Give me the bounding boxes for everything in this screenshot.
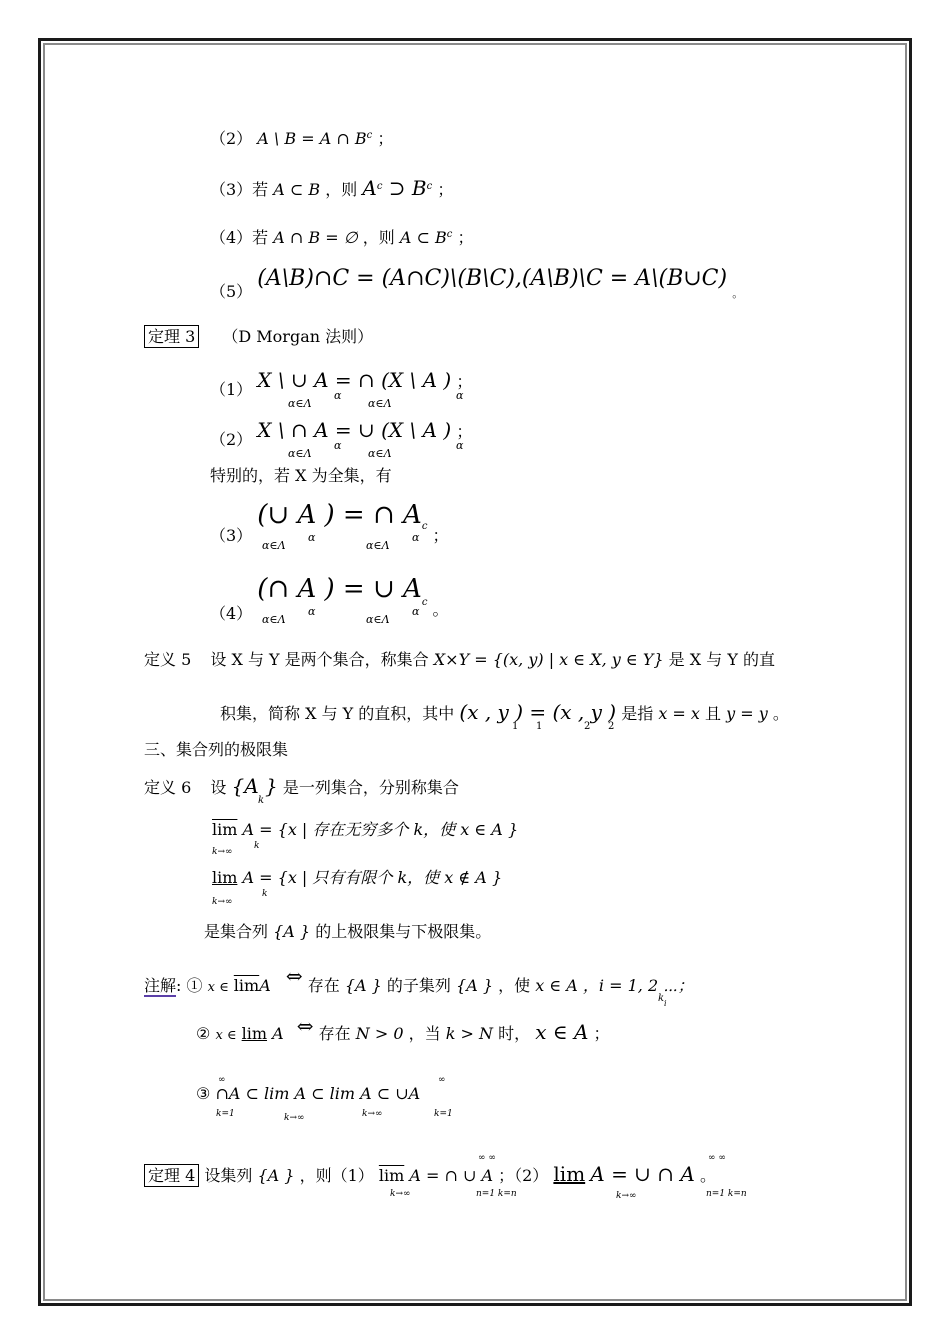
- property-2: [210, 131, 393, 147]
- property-2-sup: c: [366, 130, 373, 141]
- property-2-label: （2）: [210, 129, 253, 148]
- property-3: [210, 178, 453, 198]
- demorgan-1-sub-alpha: α: [334, 389, 342, 402]
- property-4-formula: A ⊂ B: [399, 228, 447, 247]
- demorgan-4-sub-b: α∈Λ: [366, 613, 390, 626]
- definition-5-line-2: [220, 702, 789, 722]
- note-2-cond-2: k > N: [445, 1024, 493, 1043]
- note-1-index: ，i = 1, 2 ⋯；: [582, 976, 694, 995]
- definition-6-text-2: 是一列集合，分别称集合: [282, 778, 459, 797]
- theorem-4-sep: ；（2）: [498, 1166, 549, 1185]
- upper-limit-sub: k→∞: [212, 847, 233, 857]
- note-3-sub-2: k→∞: [284, 1113, 305, 1123]
- demorgan-4-formula: (∩ A ) = ∪ A: [257, 574, 422, 604]
- theorem-4-f2-sub: k→∞: [616, 1191, 637, 1201]
- property-4-end: ；: [457, 228, 474, 247]
- demorgan-4-end: 。: [432, 600, 449, 619]
- note-3: [196, 1086, 420, 1102]
- definition-5-sub-2a: 2: [584, 721, 591, 732]
- theorem-4-f2-rest: A = ∪ ∩ A: [590, 1162, 695, 1186]
- demorgan-1-formula: X \ ∪ A = ∩ (X \ A ): [257, 368, 452, 392]
- theorem-4-f2-inf: ∞ ∞: [708, 1153, 726, 1163]
- note-1-lim: $\overline{lim}$: [233, 976, 260, 995]
- property-4: [210, 230, 474, 246]
- definition-6-line: [144, 776, 459, 796]
- property-5: [210, 266, 744, 301]
- note-3-mark: ③: [196, 1084, 211, 1103]
- definition-5-sub-1b: 1: [536, 721, 543, 732]
- property-3-sup-a: c: [376, 181, 383, 192]
- demorgan-3-formula: (∪ A ) = ∩ A: [257, 500, 422, 530]
- note-label: 注解: [144, 976, 177, 995]
- lower-limit-sub: k→∞: [212, 897, 233, 907]
- note-1-text-3: ，使: [498, 976, 531, 995]
- definition-5-mid: 是指: [621, 704, 654, 723]
- demorgan-4-sup: c: [421, 597, 428, 608]
- demorgan-2-label: （2）: [210, 430, 253, 449]
- note-3-inf-2: ∞: [438, 1075, 446, 1085]
- property-3-then: ，则: [325, 180, 358, 199]
- demorgan-2-formula: X \ ∩ A = ∪ (X \ A ): [257, 418, 452, 442]
- definition-6-label: 定义 6: [144, 778, 192, 797]
- definition-5-sub-2b: 2: [608, 721, 615, 732]
- note-1-mark: ①: [186, 976, 203, 995]
- definition-5-pair-formula: (x , y ) = (x , y ): [459, 700, 617, 724]
- demorgan-4-sub-alpha: α: [308, 605, 316, 618]
- definition-5-text-2: 积集，简称 X 与 Y 的直积，其中: [220, 704, 455, 723]
- note-1-subseq: {A }: [456, 976, 494, 995]
- note-2-cond-1: N > 0: [355, 1024, 404, 1043]
- property-4-then: ，则: [362, 228, 395, 247]
- note-2-mark: ②: [196, 1024, 211, 1043]
- demorgan-2-sub-b: α∈Λ: [368, 447, 392, 460]
- note-2-left: x ∈: [215, 1028, 237, 1043]
- note-colon: :: [176, 976, 182, 995]
- demorgan-3-sub-a: α∈Λ: [262, 539, 286, 552]
- definition-6-concl-seq: {A }: [273, 922, 311, 941]
- property-3-formula-a: A: [362, 176, 377, 200]
- note-1-text-2: 的子集列: [386, 976, 451, 995]
- definition-5-cond-2: y = y: [726, 704, 768, 723]
- lower-limit-formula: A = {x | 只有有限个 k，使 x ∉ A }: [242, 868, 503, 887]
- property-2-end: ；: [377, 129, 394, 148]
- upper-limit-set: [212, 822, 518, 838]
- note-2-equiv-arrow: ⇔: [296, 1014, 314, 1038]
- special-case-text: 特别的，若 X 为全集，有: [210, 466, 392, 485]
- property-3-formula-op: ⊃ B: [382, 176, 427, 200]
- demorgan-1-sub-b: α∈Λ: [368, 397, 392, 410]
- definition-5-tail: 是 X 与 Y 的直: [668, 650, 775, 669]
- demorgan-3-sub-b: α∈Λ: [366, 539, 390, 552]
- theorem-4-f1-sub-nk: n=1 k=n: [476, 1189, 517, 1199]
- demorgan-3-sub-alpha2: α: [412, 531, 420, 544]
- theorem-4: [144, 1164, 716, 1184]
- demorgan-1-sub-a: α∈Λ: [288, 397, 312, 410]
- demorgan-3: [210, 488, 449, 545]
- note-1-left: x ∈: [207, 980, 229, 995]
- definition-5-end: 。: [772, 704, 789, 723]
- definition-5-label: 定义 5: [144, 650, 192, 669]
- demorgan-4-sub-a: α∈Λ: [262, 613, 286, 626]
- property-2-formula: A \ B = A ∩ B: [257, 129, 367, 148]
- note-1-cond: x ∈ A: [535, 976, 578, 995]
- note-2: [196, 1014, 610, 1044]
- demorgan-3-sup: c: [421, 521, 428, 532]
- section-heading: 三、集合列的极限集: [144, 740, 289, 759]
- definition-6-seq: {A }: [231, 774, 278, 798]
- note-1-sub-i: i: [664, 999, 667, 1008]
- property-5-formula: (A\B)∩C = (A∩C)\(B\C),(A\B)\C = A\(B∪C): [257, 266, 728, 291]
- definition-6-concl-b: 的上极限集与下极限集。: [315, 922, 492, 941]
- demorgan-2-sub-a: α∈Λ: [288, 447, 312, 460]
- theorem-4-f1-rest: A = ∩ ∪ A: [409, 1166, 494, 1185]
- definition-5-text: 设 X 与 Y 是两个集合，称集合: [210, 650, 429, 669]
- demorgan-1: [210, 368, 473, 399]
- note-2-text: 存在: [318, 1024, 351, 1043]
- demorgan-1-label: （1）: [210, 380, 253, 399]
- theorem-4-text: 设集列: [204, 1166, 253, 1185]
- note-1-A: A: [259, 976, 271, 995]
- note-1-sub-k: k: [658, 993, 665, 1004]
- lower-limit-sub-k: k: [262, 889, 268, 899]
- theorem-3-header: [144, 329, 373, 345]
- property-3-end: ；: [437, 180, 454, 199]
- theorem-4-f1-lim: $\overline{lim}$: [378, 1166, 405, 1185]
- demorgan-2-end: ；: [456, 422, 473, 441]
- note-2-text-2: ，当: [408, 1024, 441, 1043]
- note-1-seq: {A }: [344, 976, 382, 995]
- property-4-sup: c: [446, 229, 453, 240]
- definition-5-sub-1a: 1: [512, 721, 519, 732]
- property-3-cond: A ⊂ B: [273, 180, 321, 199]
- page-border-inner: [43, 43, 907, 1301]
- theorem-3-title: （D Morgan 法则）: [222, 327, 374, 346]
- note-2-cond-3: x ∈ A: [535, 1020, 589, 1044]
- note-2-end: ；: [593, 1024, 610, 1043]
- definition-6-concl-a: 是集合列: [204, 922, 269, 941]
- upper-limit-lim: $\overline{lim}$: [212, 820, 238, 839]
- definition-5-line-1: [144, 652, 775, 668]
- demorgan-3-sub-alpha: α: [308, 531, 316, 544]
- definition-5-and: 且: [705, 704, 722, 723]
- definition-6-seq-sub: k: [258, 795, 265, 806]
- theorem-4-f2-lim: lim: [553, 1162, 586, 1186]
- theorem-4-then: ，则（1）: [299, 1166, 374, 1185]
- note-1-equiv-arrow: ⇔: [285, 964, 303, 988]
- demorgan-3-end: ；: [432, 526, 449, 545]
- property-4-cond: A ∩ B = ∅: [273, 228, 358, 247]
- property-4-label: （4）若: [210, 228, 269, 247]
- theorem-4-seq: {A }: [257, 1166, 295, 1185]
- theorem-4-f1-sub: k→∞: [390, 1189, 411, 1199]
- demorgan-2-sub-alpha2: α: [456, 439, 464, 452]
- note-1: [144, 964, 694, 995]
- definition-6-conclusion: [204, 924, 491, 940]
- upper-limit-formula: A = {x | 存在无穷多个 k，使 x ∈ A }: [242, 820, 519, 839]
- demorgan-4-sub-alpha2: α: [412, 605, 420, 618]
- note-3-sub-1: k=1: [216, 1109, 235, 1119]
- note-3-sub-4: k=1: [434, 1109, 453, 1119]
- demorgan-2: [210, 418, 473, 449]
- theorem-4-f2-sub-nk: n=1 k=n: [706, 1189, 747, 1199]
- demorgan-4-label: （4）: [210, 604, 253, 623]
- demorgan-1-sub-alpha2: α: [456, 389, 464, 402]
- note-3-inf-1: ∞: [218, 1075, 226, 1085]
- property-5-label: （5）: [210, 282, 253, 301]
- note-2-lim: lim: [241, 1024, 268, 1043]
- note-1-text: 存在: [307, 976, 340, 995]
- property-5-end: 。: [732, 287, 744, 300]
- property-3-label: （3）若: [210, 180, 269, 199]
- theorem-4-f1-inf: ∞ ∞: [478, 1153, 496, 1163]
- lower-limit-lim: lim: [212, 868, 238, 887]
- lower-limit-set: [212, 870, 502, 886]
- definition-5-formula: X×Y = {(x, y) | x ∈ X, y ∈ Y}: [433, 650, 664, 669]
- note-2-text-3: 时，: [498, 1024, 531, 1043]
- theorem-3-box: 定理 3: [144, 325, 199, 348]
- note-3-sub-3: k→∞: [362, 1109, 383, 1119]
- definition-6-text: 设: [210, 778, 227, 797]
- demorgan-3-label: （3）: [210, 526, 253, 545]
- theorem-4-end: 。: [699, 1166, 716, 1185]
- note-3-formula: ∩A ⊂ lim A ⊂ lim A ⊂ ∪A: [215, 1084, 421, 1103]
- note-2-A: A: [272, 1024, 284, 1043]
- demorgan-1-end: ；: [456, 372, 473, 391]
- theorem-4-box: 定理 4: [144, 1164, 199, 1187]
- property-3-sup-b: c: [426, 181, 433, 192]
- upper-limit-sub-k: k: [254, 841, 260, 851]
- definition-5-cond-1: x = x: [658, 704, 700, 723]
- demorgan-2-sub-alpha: α: [334, 439, 342, 452]
